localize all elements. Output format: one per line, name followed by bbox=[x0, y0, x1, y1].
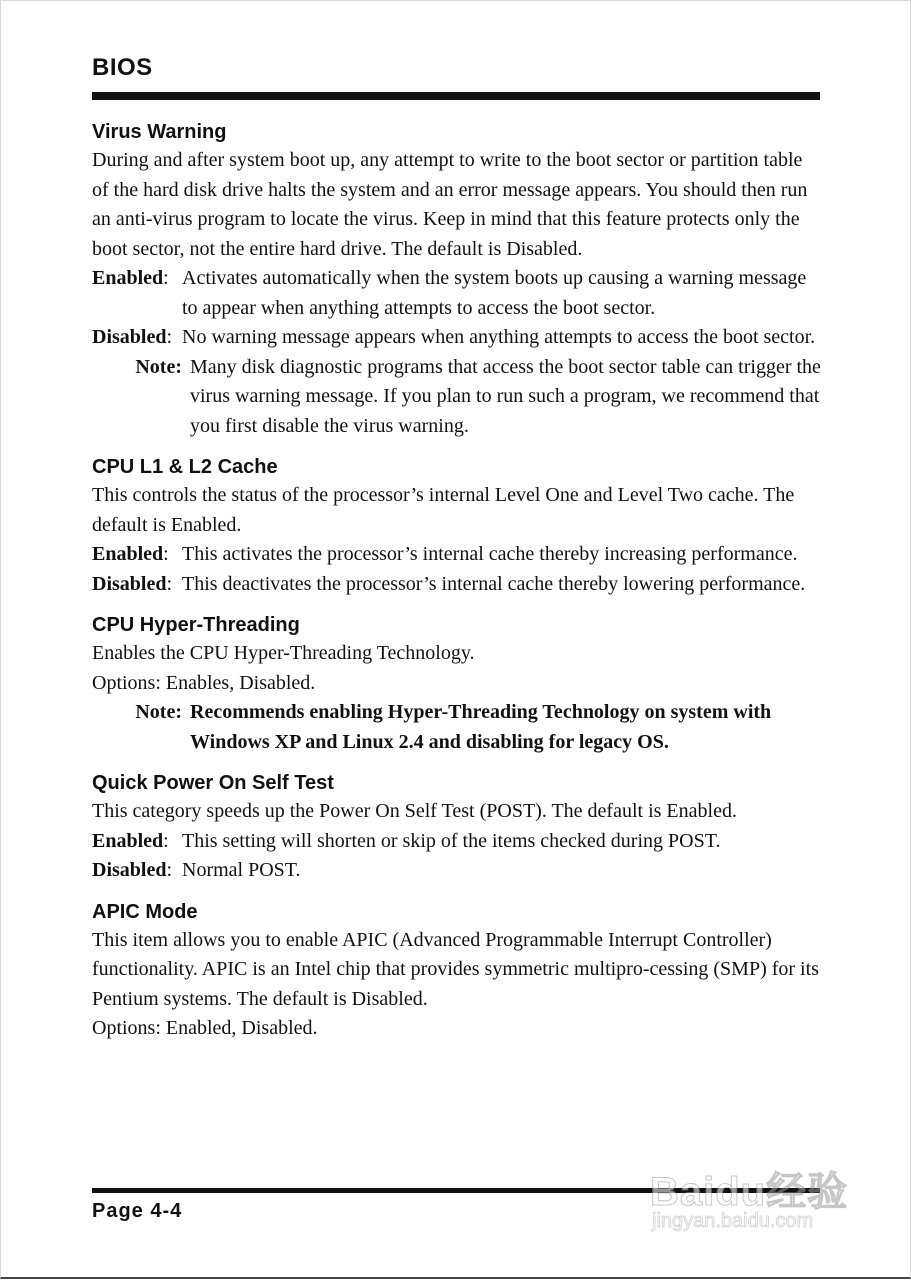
option-term: Disabled: bbox=[92, 326, 173, 348]
option-description: Normal POST. bbox=[182, 859, 301, 881]
section-virus-warning bbox=[92, 118, 822, 441]
option-description: This deactivates the processor’s internal cache thereby lowering performance. bbox=[182, 572, 806, 595]
section-heading: Virus Warning bbox=[92, 121, 227, 143]
option-description: No warning message appears when anything attempts to access the boot sector. bbox=[182, 326, 816, 348]
section-heading: Quick Power On Self Test bbox=[92, 772, 334, 794]
note-row bbox=[92, 353, 822, 442]
option-row bbox=[92, 856, 822, 886]
page-number: Page 4-4 bbox=[92, 1200, 183, 1222]
option-term: Enabled: bbox=[92, 829, 169, 852]
section-options: Options: Enables, Disabled. bbox=[92, 671, 316, 694]
note-label: Note: bbox=[135, 355, 182, 378]
section-heading: CPU L1 & L2 Cache bbox=[92, 456, 278, 478]
watermark-logo: Baidu经验 bbox=[650, 1170, 849, 1214]
note-label: Note: bbox=[135, 701, 182, 723]
option-description: This setting will shorten or skip of the items checked during POST. bbox=[182, 829, 721, 852]
section-cpu-cache bbox=[92, 453, 822, 599]
option-row bbox=[92, 264, 822, 323]
option-description: Activates automatically when the system boots up causing a warning message to appear when anything attempts to access the boot sector. bbox=[182, 267, 807, 319]
option-row bbox=[92, 827, 822, 857]
option-row bbox=[92, 323, 822, 353]
header-rule bbox=[92, 92, 820, 100]
section-body: This item allows you to enable APIC (Advanced Programmable Interrupt Controller) functionality. APIC is an Intel chip that provides symmetric multipro-cessing (SMP) for its Pentium systems. The default is Disabled. bbox=[92, 928, 819, 1010]
option-term: Enabled: bbox=[92, 267, 169, 289]
section-body: Enables the CPU Hyper-Threading Technology. bbox=[92, 642, 475, 664]
note-text: Recommends enabling Hyper-Threading Technology on system with Windows XP and Linux 2.4 and disabling for legacy OS. bbox=[190, 701, 772, 753]
section-body: This controls the status of the processor’s internal Level One and Level Two cache. The default is Enabled. bbox=[92, 484, 795, 536]
note-text: Many disk diagnostic programs that access the boot sector table can trigger the virus warning message. If you plan to run such a program, we recommend that you first disable the virus warning. bbox=[190, 355, 821, 437]
document-body bbox=[92, 118, 822, 1056]
section-apic-mode bbox=[92, 898, 822, 1044]
section-body: This category speeds up the Power On Self Test (POST). The default is Enabled. bbox=[92, 800, 737, 822]
section-heading: CPU Hyper-Threading bbox=[92, 614, 300, 636]
section-options: Options: Enabled, Disabled. bbox=[92, 1017, 318, 1039]
option-description: This activates the processor’s internal cache thereby increasing performance. bbox=[182, 543, 798, 565]
section-heading: APIC Mode bbox=[92, 900, 198, 923]
option-term: Disabled: bbox=[92, 859, 173, 881]
section-hyper-threading bbox=[92, 611, 822, 757]
page-header-title: BIOS bbox=[92, 54, 153, 81]
option-term: Enabled: bbox=[92, 543, 169, 565]
option-term: Disabled: bbox=[92, 572, 173, 595]
watermark bbox=[650, 1140, 860, 1250]
section-body: During and after system boot up, any attempt to write to the boot sector or partition table of the hard disk drive halts the system and an error message appears. You should then run an anti-virus program to locate the virus. Keep in mind that this feature protects only the boot sector, not the entire hard drive. The default is Disabled. bbox=[92, 149, 808, 260]
section-quick-post bbox=[92, 769, 822, 886]
watermark-url: jingyan.baidu.com bbox=[652, 1210, 814, 1232]
option-row bbox=[92, 570, 822, 600]
note-row bbox=[92, 698, 822, 757]
option-row bbox=[92, 540, 822, 570]
